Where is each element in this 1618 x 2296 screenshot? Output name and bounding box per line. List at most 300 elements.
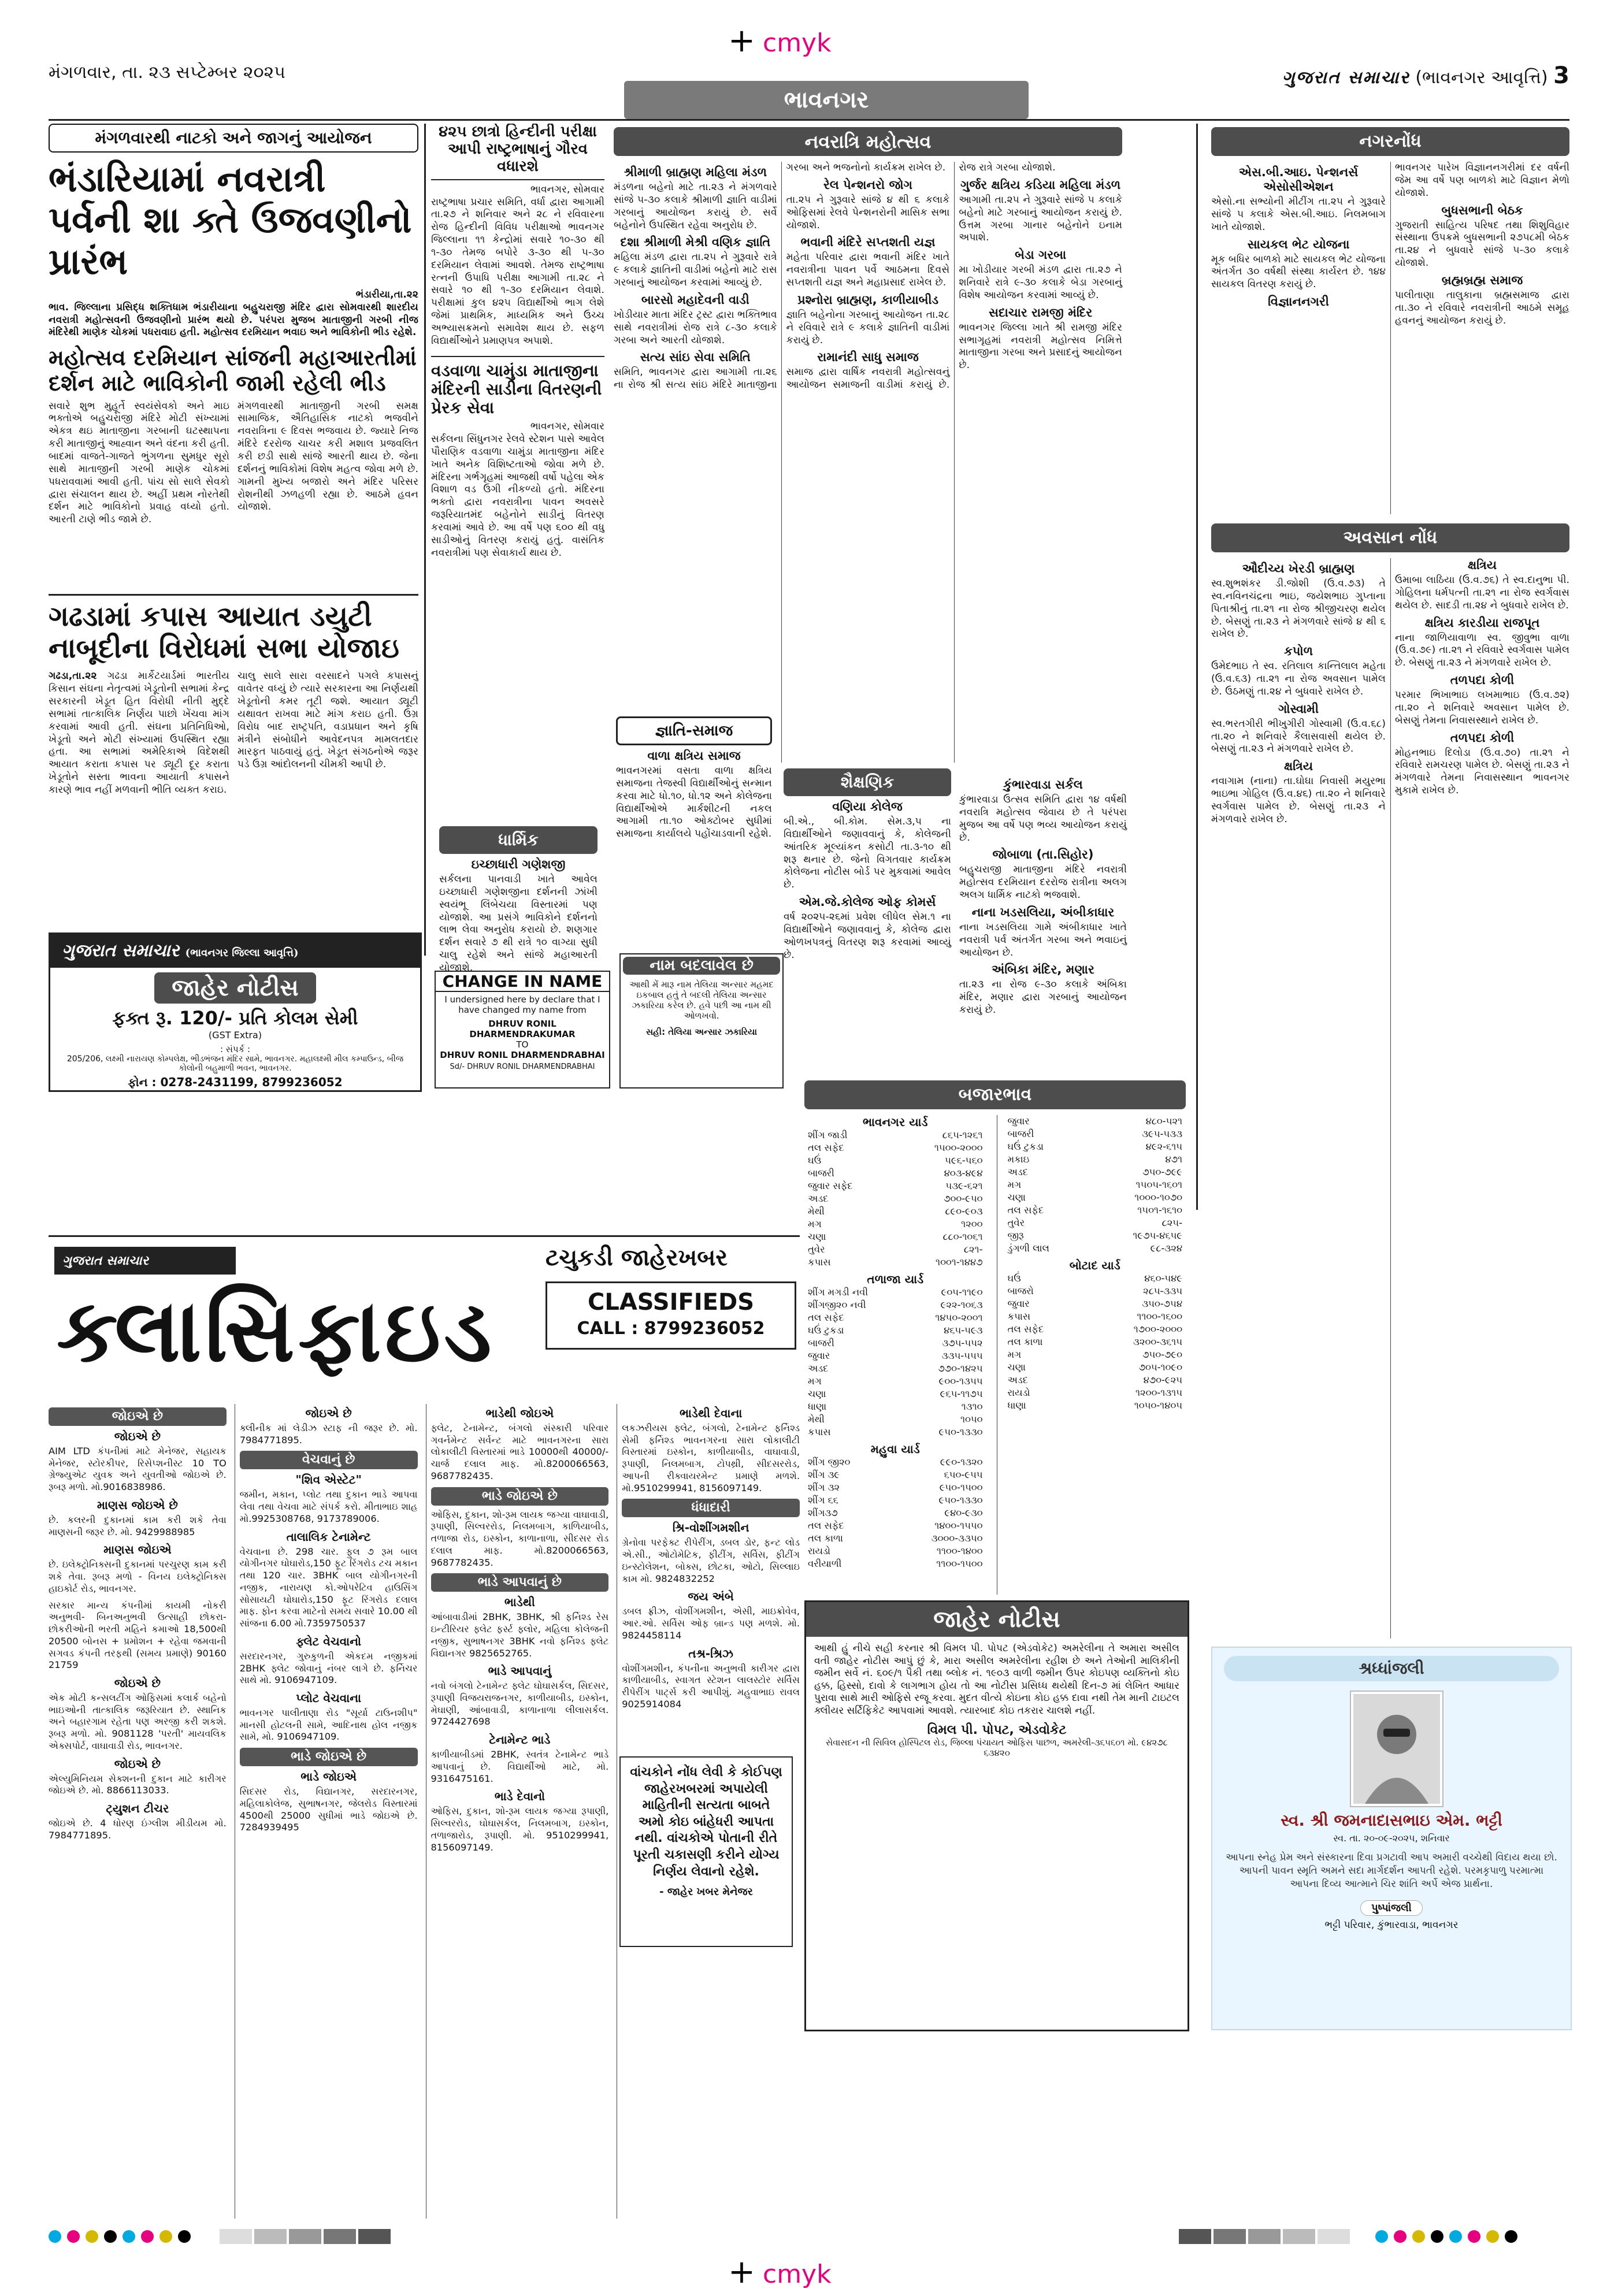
classified-ad-text: ફ્લેટ, ટેનામેન્ટ, બંગલો સંસ્કારી પરિવાર ગવર્નમેન્ટ સર્વન્ટ માટે ભાવનગરના સારા લોકાલીટી વિસ્તારમાં ભાડે 10000થી 40000/- ચાર્જ દલાલ માફ. મો.8200066563, 9687782435. <box>431 1422 609 1481</box>
commodity-name: મગ <box>808 1218 822 1229</box>
market-row <box>804 1312 986 1324</box>
commodity-price: ૧૦૦૦-૧૦૭૦ <box>1134 1192 1182 1203</box>
yellow-dot <box>1486 2230 1499 2243</box>
reader-disclaimer-sign: - જાહેર ખબર મેનેજર <box>659 1886 753 1899</box>
classified-tagline: ટચુકડી જાહેરખબર <box>545 1244 728 1271</box>
story2-body-b: ચાલુ સાલે સારા વરસાદને પગલે કપાસનું વાવેતર વધ્યું છે ત્યારે સરકારના આ નિર્ણયથી ખેડૂતોની કમર તૂટી જશે. આયાત ડ્યૂટી યથાવત રાખવા માટે માંગ કરાઇ હતી. ઉગ્ર વિરોધ બાદ રાષ્ટ્રપતિ, વડાપ્રધાન અને કૃષિ મંત્રીને સંબોધીને આવેદનપત્ર મામલતદાર મારફત પાઠવાયું હતું. ખેડૂત સંગઠનોએ જરૂર પડે ઉગ્ર આંદોલનની ચીમકી આપી છે. <box>237 670 418 771</box>
classified-ad-text: ગ્રેનોવા પરફેક્ટ રીપેરીંગ, ડબલ ડોર, ફન્ટ લોડ એ.સી., ઓટોમેટિક, ફીટીંગ, સર્વિસ, ફીટીંગ ઇન્સ્ટોલેશન, બોક્સ, છોટકા, ઓટો, સિલ્લાઇ કામ મો. 9824832252 <box>622 1537 800 1584</box>
navratri-item-title: ગુર્જર ક્ષત્રિય કડિયા મહિલા મંડળ <box>960 177 1121 192</box>
obituary-item <box>1395 673 1569 727</box>
gnyati-banner: જ્ઞાતિ-સમાજ <box>616 716 772 745</box>
classified-ad-text: લકઝરીયસ ફ્લેટ, બંગલો, ટેનામેન્ટ ફર્નિશ્ડ સેમી ફર્નિશ્ડ ભાવનગરના સારા લોકાલીટી વિસ્તારમાં ઇસ્કોન, કાળીયાબીડ, વાઘાવાડી, રૂપાણી, નિલમબાગ, ટોપથ્રી, સીદસરરોડ, આપની રીક્વાયરમેન્ટ પ્રમાણે મળશે. મો.9510299941, 8156097149. <box>622 1422 800 1493</box>
navratri-item-body: ભાવનગર જિલ્લા ખાતે શ્રી રામજી મંદિર સભાગૃહમાં નવરાત્રી મહોત્સવ નિમિત્તે માતાજીના ગરબા અને પ્રસાદનું આયોજન છે. <box>959 321 1122 371</box>
navratri-item-title: બેડા ગરબા <box>1015 248 1067 262</box>
commodity-name: બાજરો <box>1007 1286 1034 1296</box>
obituary-item <box>1395 558 1569 612</box>
market-row <box>804 1286 986 1299</box>
nagarnondh-title: એસ.બી.આઇ. પેન્શનર્સ એસોસીએશન <box>1238 165 1359 194</box>
market-row <box>804 1426 986 1439</box>
name-change-title: નામ બદલાવેલ છે <box>623 957 780 975</box>
cmyk-label: cmyk <box>763 28 832 58</box>
swatch <box>254 2229 287 2244</box>
commodity-price: ૪૭૧ <box>1165 1154 1182 1165</box>
notice-ad-rate: ફક્ત રૂ. 120/- પ્રતિ કોલમ સેમી <box>112 1007 358 1029</box>
swatch <box>1179 2229 1211 2244</box>
commodity-price: ૧૧૦૦-૧૬૦૦ <box>1137 1311 1182 1322</box>
commodity-price: ૧૨૦૦ <box>961 1218 983 1229</box>
change-name-to: DHRUV RONIL DHARMENDRABHAI <box>440 1050 605 1060</box>
market-row <box>804 1507 986 1519</box>
market-column <box>804 1115 986 1595</box>
navratri-item-body: મંડળના બહેનો માટે તા.૨૩ ને મંગળવારે સાંજે ૫-૩૦ કલાકે શ્રીમાળી જ્ઞાતિ વાડીમાં ગરબાનું આયોજન કરાયું છે. સર્વે બહેનોને ઉપસ્થિત રહેવા અનુરોધ છે. <box>614 181 777 231</box>
commodity-name: જુવાર સફેદ <box>808 1180 853 1191</box>
commodity-price: ૫૩૯-૬૨૧ <box>945 1180 983 1191</box>
notice-ad-address: 205/206, લક્ષ્મી નારાયણ કોમ્પલેક્ષ, ભીડભંજન મંદિર સામે, ભાવનગર. મહાલક્ષ્મી મીલ કમ્પાઉન્ડ, બીજ કોલોની બહુમાળી ભવન, ભાવનગર. <box>66 1054 404 1073</box>
obituary-body: નવાગામ (નાના) તા.ઘોઘા નિવાસી મયુરભા ભાઇભા ગોહિલ (ઉ.વ.૪૬) તા.૨૦ ને શનિવારે સ્વર્ગવાસ પામેલ છે. બેસણું તા.૨૩ ને મંગળવારે રાખેલ છે. <box>1211 775 1386 825</box>
market-row <box>1004 1399 1186 1412</box>
local-body: નાના ખડસલિયા ગામે અંબીકાધાર ખાતે નવરાત્રી પર્વ અંતર્ગત ગરબા અને ભવાઇનું આયોજન છે. <box>959 921 1127 958</box>
story-lead <box>49 289 418 339</box>
market-table <box>1004 1272 1186 1412</box>
shaikshanik-section <box>784 768 951 961</box>
market-row <box>804 1256 986 1269</box>
commodity-price: ૯૫૦-૧૫૦૦ <box>939 1482 983 1493</box>
swatch <box>358 2229 391 2244</box>
navratri-item-title: સદાચાર રામજી મંદિર <box>989 305 1093 319</box>
nagarnondh-columns <box>1211 162 1569 514</box>
commodity-price: ૩૩૫-૫૫૫ <box>941 1350 983 1361</box>
commodity-price: ૧૦૦૧-૧૪૪૭ <box>936 1257 983 1268</box>
market-row <box>1004 1204 1186 1217</box>
classified-column <box>617 1404 800 2219</box>
bajarbhav-section <box>804 1080 1186 1109</box>
masthead-logo: ગુજરાત સમાચાર <box>1282 68 1410 88</box>
commodity-name: તલ કાળા <box>808 1533 843 1544</box>
avsan-banner: અવસાન નોંધ <box>1211 523 1569 552</box>
navratri-item <box>614 235 777 289</box>
market-row <box>804 1519 986 1532</box>
local-body: કુંભારવાડા ઉત્સવ સમિતિ દ્વારા ૧૪ વર્ષથી નવરાત્રિ મહોત્સવ જેવાય છે તે પરંપરા મુજબ આ વર્ષે પણ ભવ્ય આયોજન કરાયું છે. <box>959 794 1127 844</box>
story-subhead: મહોત્સવ દરમિયાન સાંજની મહાઆરતીમાં દર્શન માટે ભાવિકોની જામી રહેલી ભીડ <box>49 344 417 396</box>
market-row <box>804 1218 986 1231</box>
swatch <box>1248 2229 1281 2244</box>
commodity-name: કપાસ <box>808 1257 831 1268</box>
market-row <box>804 1154 986 1167</box>
nagarnondh-body: મૂક બધિર બાળકો માટે સાયકલ ભેટ યોજના અંતર્ગત ૩૦ વર્ષથી સંસ્થા કાર્યરત છે. ૧૪૪ સાયકલ વિતરણ કરાયું છે. <box>1211 253 1386 291</box>
local-body: બહુચરાજી માતાજીના મંદિરે નવરાત્રી મહોત્સવ દરમિયાન દરરોજ રાત્રીના અલગ અલગ ધાર્મિક નાટકો ભજવાશે. <box>959 864 1127 901</box>
navratri-item-title: સત્ય સાંઇ સેવા સમિતિ <box>640 350 751 365</box>
change-name-from: DHRUV RONIL DHARMENDRAKUMAR <box>469 1019 576 1039</box>
market-row <box>1004 1310 1186 1323</box>
classified-box-call: CALL : 8799236052 <box>577 1318 765 1339</box>
commodity-name: શીંગ ૩૨ <box>808 1482 840 1493</box>
commodity-name: જુવાર <box>1007 1116 1030 1127</box>
classified-ad-text: જમીન, મકાન, પ્લોટ તથા દુકાન ભાડે આપવા લેવા તથા વેચવા માટે સંપર્ક કરો. મીતાભાઇ શાહ મો.9925308768, 9173789006. <box>239 1489 418 1524</box>
local-title: નાના ખડસલિયા, અંબીકાધાર <box>971 905 1115 919</box>
market-name: બોટાદ યાર્ડ <box>1069 1258 1120 1272</box>
classified-ad-title: તાલાલિક ટેનામેન્ટ <box>286 1529 371 1544</box>
classified-box-title: CLASSIFIEDS <box>587 1289 755 1316</box>
market-row <box>804 1180 986 1192</box>
college-body: વર્ષ ૨૦૨૫-૨૬માં પ્રવેશ લીધેલ સેમ.૧ ના વિદ્યાર્થીઓને જણાવવાનું કે, કોલેજ દ્વારા ઓળખપત્રનું વિતરણ શરૂ કરવામાં આવ્યું છે. <box>784 911 951 961</box>
obituary-item <box>1211 644 1386 699</box>
nagarnondh-section <box>1211 127 1569 156</box>
commodity-name: શીંગ ૩૯ <box>808 1469 840 1480</box>
commodity-price: ૧૩૧૦ <box>961 1401 983 1412</box>
classified-contact-box <box>545 1281 796 1350</box>
market-name: ભાવનગર યાર્ડ <box>863 1115 928 1129</box>
commodity-price: ૧૧૦૦-૧૪૦૦ <box>936 1545 983 1556</box>
commodity-price: ૯૫૦-૧૩૩૦ <box>938 1426 983 1437</box>
commodity-price: ૪૬૦-૫૪૯ <box>1144 1273 1182 1284</box>
navratri-item-title: બારસો મહાદેવની વાડી <box>641 292 749 307</box>
header-rule <box>49 119 1569 121</box>
classified-ad-title: જોઇએ છે <box>305 1406 352 1420</box>
classified-rule <box>49 1235 800 1237</box>
classified-title: ક્લાસિફાઇડ <box>57 1280 495 1381</box>
obituary-item <box>1211 562 1386 641</box>
classified-ad-title: ભાડે દેવાનો <box>494 1789 545 1804</box>
navratri-columns <box>614 162 1122 763</box>
obituary-title: ક્ષત્રિય કારડીયા રાજપૂત <box>1424 615 1540 630</box>
classified-ad-text: આંબાવાડીમાં 2BHK, 3BHK, શ્રી ફર્નિશ્ડ રેસ ઇન્ટીરિયર ફ્લેટ ફર્સ્ટ ફ્લોર, મહિલા કોલેજની નજીક, સુભાષનગર 3BHK નવો ફર્નિશ્ડ ફ્લેટ વિદ્યાનગર 9825652765. <box>431 1611 609 1659</box>
column-divider <box>1196 124 1198 1210</box>
classified-ad-text: વોશીંગમશીન, કંપનીના અનુભવી કારીગર દ્વારા કાળીયાબીડ, સ્વાગત સ્ટેશન લાલસ્ટોર સર્વિસ રીપેરીંગ પાર્ટ્સ કરી આપીશું. મહુવાભાઇ રાવલ 9025914084 <box>622 1662 800 1710</box>
commodity-name: અડદ <box>808 1363 829 1374</box>
obituary-body: પરમાર ભિખાભાઇ લખમાભાઇ (ઉ.વ.૭૨) તા.૨૦ ને શનિવારે અવસાન પામેલ છે. બેસણું તેમના નિવાસસ્થાને રાખેલ છે. <box>1395 689 1569 726</box>
classified-ad-text: સરદારનગર, ગુરુકુળની એકદમ નજીકમાં 2BHK ફ્લેટ જોવાનું નંબર લાગે છે. ફર્નિચર સાથે મો. 9106947109. <box>239 1650 418 1686</box>
college-title: એમ.જે.કોલેજ ઓફ કોમર્સ <box>799 895 936 909</box>
black-dot <box>1505 2230 1517 2243</box>
commodity-name: બાજરી <box>1007 1128 1034 1139</box>
classified-ad-text: કાળીયાબીડમાં 2BHK, સ્વતંત્ર ટેનામેન્ટ ભાડે આપવાનું છે. વિદ્યાર્થીઓ માટે, મો. 9316475161. <box>431 1749 609 1784</box>
navratri-item-body: આગામી તા.૨૫ ને ગુરૂવારે સાંજે ૫ કલાકે બહેનો માટે ગરબાનું આયોજન કરાયું છે. ઉત્તમ ગરબા ગાનાર બહેનોને ઇનામ અપાશે. <box>959 194 1122 244</box>
obituary-title: ક્ષત્રિય <box>1467 558 1497 572</box>
classified-ad-title: "શિવ એસ્ટેટ" <box>295 1473 362 1487</box>
market-row <box>804 1558 986 1570</box>
classified-ad-title: ટેનામેન્ટ ભાડે <box>489 1733 551 1747</box>
market-row <box>804 1192 986 1205</box>
story2-headline: ગઢડામાં કપાસ આયાત ડયુટી નાબૂદીના વિરોધમાં સભા યોજાઇ <box>49 601 399 665</box>
color-bar-left <box>220 2229 393 2246</box>
obituary-item <box>1211 702 1386 756</box>
market-table <box>1004 1115 1186 1255</box>
obituary-title: ક્ષત્રિય <box>1283 759 1313 774</box>
navratri-item-title: રેલ પેન્શનરો જોગ <box>823 177 912 192</box>
commodity-price: ૯૯૦-૧૩૨૦ <box>940 1457 983 1467</box>
commodity-name: તલ સફેદ <box>1007 1205 1044 1216</box>
local-news-column <box>959 774 1127 1017</box>
portrait-photo <box>1351 1692 1442 1806</box>
commodity-price: ૧૫૦૧-૧૬૧૦ <box>1137 1205 1182 1216</box>
classified-ad-text: એક મોટી કન્સલટીંગ ઓફિસમાં કલાર્ક બહેનો ભાઇઓની તાત્કાલિક જરૂરિયાત છે. સ્થાનિક અને બહારગામ રહેતા પણ અરજી કરી શકશે. રૂબરૂ મળો. મો. 9081128 'પરતી' માયવલિક એક્સપોર્ટ, વાઘાવાડી રોડ, ભાવનગર. <box>49 1692 227 1751</box>
commodity-name: તુવેર <box>808 1244 825 1255</box>
market-row <box>804 1532 986 1545</box>
market-row <box>1004 1229 1186 1242</box>
gnyati-section <box>616 716 772 841</box>
notice-ad-title: જાહેર નોટીસ <box>154 972 316 1004</box>
page-number: 3 <box>1553 62 1569 89</box>
commodity-name: અડદ <box>808 1193 829 1204</box>
commodity-price: ૮૮૦-૧૦૬૧ <box>942 1231 983 1242</box>
obituary-body: સ્વ.શુભશંકર ડી.જોશી (ઉ.વ.૭૩) તે સ્વ.નવિનચંદ્રના ભાઇ, જયેશભાઇ ગુપ્તાના પિતાશ્રીનું તા.૨૧ ના રોજ શ્રીજીચરણ થયેલ છે. બેસણું તા.૨૩ ને મંગળવારે સાંજે ૪ થી ૬ રાખેલ છે. <box>1211 578 1386 640</box>
market-row <box>804 1400 986 1413</box>
market-row <box>804 1337 986 1350</box>
nagarnondh-body: એસો.ના સભ્યોની મીટીંગ તા.૨૫ ને ગુરૂવારે સાંજે ૫ કલાકે એસ.બી.આઇ. નિલમબાગ ખાતે યોજાશે. <box>1211 196 1386 233</box>
bajarbhav-tables <box>804 1115 1186 1595</box>
divider <box>49 594 418 596</box>
commodity-price: ૧૭૦૦-૨૦૦૦ <box>1133 1324 1182 1335</box>
cyan-dot <box>1449 2230 1462 2243</box>
commodity-name: તલ સફેદ <box>808 1520 844 1531</box>
commodity-name: તલ સફેદ <box>808 1142 844 1153</box>
nagarnondh-title: વિજ્ઞાનનગરી <box>1268 295 1329 309</box>
classified-ad-text: નવો બંગલો ટેનામેન્ટ ફ્લેટ ઘોઘાસર્કલ, સિદસર, રૂપાણી વિજયરાજનગર, કાળીયાબીડ, ઇસ્કોન, મેઘાણી, આંબાવાડી, કાળાનાળા લીલાસર્કલ. 9724427698 <box>431 1680 609 1727</box>
commodity-name: રાયડો <box>808 1545 831 1556</box>
classified-ad-text: ડબલ ફ્રીઝ, વોશીંગમશીન, એસી, માઇક્રોવેવ, આર.ઓ. સર્વિસ ઓફ બ્રાન્ડ પણ મળશે. મો. 9824458114 <box>622 1606 800 1641</box>
commodity-price: ૨૮૫-૩૩૫ <box>1143 1286 1182 1296</box>
classified-ad-text: એલ્યુમિનિયમ સેક્શનની દુકાન માટે કારીગર જોઇએ છે. મો. 8866113033. <box>49 1773 227 1796</box>
change-name-title: CHANGE IN NAME <box>436 972 609 992</box>
classified-ad-title: ભાડેથી દેવાના <box>680 1406 743 1420</box>
market-row <box>804 1388 986 1400</box>
commodity-name: જુવાર <box>1007 1298 1030 1309</box>
market-row <box>804 1299 986 1312</box>
nagarnondh-body: ગુજરાતી સાહિત્ય પરિષદ તથા શિશુવિહાર સંસ્થાના ઉપક્રમે બુધસભાની ૨૭૫૮મી બેઠક તા.૨૪ ને બુધવારે સાંજે ૫-૩૦ કલાકે યોજાશે. <box>1395 219 1569 269</box>
navratri-item-body: તા.૨૫ ને ગુરૂવારે સાંજે ૪ થી ૬ કલાકે ઓફિસમાં રેલવે પેન્શનરોની માસિક સભા યોજાશે. <box>786 194 950 231</box>
commodity-price: ૩૭૫-૫૫૨ <box>942 1338 983 1348</box>
classified-ad-title: ભાડેથી જોઇએ <box>485 1406 554 1420</box>
hindi-exam-text: રાષ્ટ્રભાષા પ્રચાર સમિતિ, વર્ધા દ્વારા આગામી તા.૨૭ ને શનિવાર અને ૨૮ ને રવિવારના રોજ હિન્દીની વિવિધ પરીક્ષાઓ ભાવનગર જિલ્લાના ૧૧ કેન્દ્રોમાં સવારે ૧૦-૩૦ થી ૧-૩૦ તેમજ બપોરે ૩-૩૦ થી ૫-૩૦ દરમિયાન લેવામાં આવશે. તેમજ રાષ્ટ્રભાષા રત્નની ઉપાધિ પરીક્ષા આગામી તા.૨૮ ને સવારે ૧૦ થી ૧-૩૦ દરમિયાન લેવાશે. પરીક્ષામાં કુલ ૪૨૫ વિદ્યાર્થીઓ ભાગ લેશે જેમાં પ્રાથમિક, માધ્યમિક અને ઉચ્ચ અભ્યાસક્રમનો સમાવેશ થાય છે. સફળ વિદ્યાર્થીઓને પ્રમાણપત્ર અપાશે. <box>431 196 604 347</box>
commodity-name: મગ <box>1007 1179 1022 1190</box>
notice-ad-edition: (ભાવનગર જિલ્લા આવૃત્તિ) <box>185 947 299 959</box>
notice-rate-ad <box>49 932 422 1092</box>
market-row <box>1004 1361 1186 1374</box>
commodity-name: ઘઉં ટુકડા <box>808 1325 844 1336</box>
commodity-name: કપાસ <box>808 1426 831 1437</box>
color-bar-right <box>1179 2229 1352 2246</box>
classified-ad-text: AIM LTD કંપનીમાં માટે મેનેજર, સહાયક મેનેજર, સ્ટોરકીપર, રિસેપ્શનીસ્ટ 10 TO ગ્રેજ્યુએટ યુવક અને યુવતીઓ જોઇએ છે. રૂબરૂ મળો. મો.9016838986. <box>49 1446 227 1493</box>
public-notice-sign: વિમલ પી. પોપટ, એડવોકેટ <box>927 1723 1067 1738</box>
swatch <box>220 2229 252 2244</box>
commodity-price: ૧૫૦૦-૨૦૦૦ <box>934 1142 983 1153</box>
obituary-title: તળપદા કોળી <box>1450 673 1515 688</box>
dharmik-body: સર્કલના પાનવાડી ખાતે આવેલ ઇચ્છાધારી ગણેશજીના દર્શનની ઝાંખી સ્વયંભૂ લિંબેચયા વિસ્તારમાં પણ યોજાશે. આ પ્રસંગે ભાવિકોને દર્શનનો લાભ લેવા અનુરોધ કરાયો છે. શણગાર દર્શન સવારે ૭ થી રાત્રે ૧૦ વાગ્યા સુધી ચાલુ રહેશે અને સાંજે મહાઆરતી યોજાશે. <box>439 874 598 974</box>
classified-category: ધંધાદારી <box>622 1499 800 1517</box>
hindi-exam-story <box>431 124 604 771</box>
market-row <box>804 1481 986 1494</box>
classified-ad-title: માણસ જોઇએ છે <box>97 1498 178 1512</box>
classified-ad-text: સરકાર માન્ય કંપનીમાં કાયમી નોકરી અનુભવી- બિનઅનુભવી ઉત્સાહી છોકરા- છોકરીઓની ભરતી મહિને કમાઓ 18,500થી 20500 બોનસ + પ્રમોશન + રહેવા જમવાની સગવડ કંપની તરફથી (સમય પ્રમાણે) 90160 21759 <box>49 1599 227 1671</box>
commodity-name: મકાઇ <box>1007 1154 1030 1165</box>
commodity-name: જીરૂ <box>1007 1230 1024 1241</box>
market-row <box>1004 1374 1186 1387</box>
cmyk-label: cmyk <box>763 2260 832 2289</box>
commodity-price: ૪૮૦-૫૨૧ <box>1145 1116 1182 1127</box>
navratri-item <box>959 178 1122 244</box>
commodity-name: રાયડો <box>1007 1387 1030 1398</box>
nagarnondh-item <box>1211 165 1386 234</box>
classified-ad-title: જોઇએ છે <box>114 1676 161 1691</box>
story2-text-a: ગઢડા માર્કેટયાર્ડમાં ભારતીય કિસાન સંઘના નેતૃત્વમાં ખેડૂતોની સભામાં કેન્દ્ર સરકારની ખેડૂત હિત વિરોધી નીતી મુદ્દે સભામાં તાત્કાલિક નિર્ણય પાછો ખેંચવા માંગ કરવામાં આવી હતી. સંઘના પ્રતિનિધિઓ, ખેડૂતો અને મોટી સંખ્યામાં ઉપસ્થિત રહ્યા હતા. આ સભામાં અમેરિકાએ વિદેશથી આયાત કરાતા કપાસ પર ડ્યૂટી દૂર કરાતા ખેડૂતોને સસ્તા ભાવના આયાતી કપાસને કારણે ભાવ નહીં મળવાની ભીતિ વ્યક્ત કરાઇ. <box>49 670 229 796</box>
classified-category: જોઇએ છે <box>49 1407 227 1426</box>
commodity-name: શીંગ૩૭ <box>808 1507 838 1518</box>
navratri-item <box>786 235 950 289</box>
classified-column <box>235 1404 418 2219</box>
yellow-dot <box>159 2230 172 2243</box>
navratri-item-body: સમાજ દ્વારા વાર્ષિક નવરાત્રી મહોત્સવનું આયોજન સમાજની વાડીમાં કરાયું છે. રોજ રાત્રે ગરબા યોજાશે. <box>786 162 1056 391</box>
market-row <box>804 1456 986 1469</box>
cyan-dot <box>123 2230 135 2243</box>
market-row <box>1004 1323 1186 1336</box>
gnyati-title: વાળા ક્ષત્રિય સમાજ <box>647 749 741 763</box>
classified-category: ભાડે જોઇએ છે <box>240 1748 418 1766</box>
navratri-item <box>959 248 1122 302</box>
commodity-name: ઘઉં ટુકડા <box>1007 1141 1044 1152</box>
black-dot <box>104 2230 117 2243</box>
navratri-item <box>614 165 777 232</box>
market-table <box>804 1286 986 1439</box>
gnyati-body: ભાવનગરમાં વસતા વાળા ક્ષત્રિય સમાજના તેજસ્વી વિદ્યાર્થીઓનું સન્માન કરવા માટે ધો.૧૦, ધો.૧૨ અને કોલેજના વિદ્યાર્થીઓએ માર્કશીટની નકલ આગામી તા.૧૦ ઓક્ટોબર સુધીમાં સમાજના કાર્યાલયે પહોંચાડવાની રહેશે. <box>616 765 772 840</box>
market-row <box>1004 1387 1186 1399</box>
market-name: મહુવા યાર્ડ <box>870 1442 920 1456</box>
section-title: ભાવનગર <box>624 81 1029 119</box>
classified-ad-title: પ્લોટ વેચવાના <box>296 1691 361 1706</box>
market-row <box>1004 1179 1186 1191</box>
commodity-price: ૪૦૩-૪૯૪ <box>944 1168 983 1179</box>
navratri-item-title: દશા શ્રીમાળી મેશ્રી વણિક જ્ઞાતિ <box>620 235 771 250</box>
tribute-dates: સ્વ. તા. ૨૦-૦૯-૨૦૨૫, શનિવાર <box>1333 1833 1450 1844</box>
bajarbhav-banner: બજારભાવ <box>804 1080 1186 1109</box>
commodity-name: ચણા <box>808 1231 826 1242</box>
market-row <box>804 1243 986 1256</box>
tribute-body: આપના સ્નેહ પ્રેમ અને સંસ્કારના દિવા પ્રગટાવી આપ અમારી વચ્ચેથી વિદાય થયા છો. આપની પાવન સ્મૃતિ અમને સદા માર્ગદર્શન આપતી રહેશે. પરમકૃપાળુ પરમાત્મા આપના દિવ્ય આત્માને ચિર શાંતિ અર્પે એજ પ્રાર્થના. <box>1226 1852 1557 1890</box>
market-row <box>1004 1348 1186 1361</box>
notice-ad-contact-label: : સંપર્ક : <box>220 1044 251 1054</box>
classified-ad-title: ભાડે જોઇએ <box>300 1770 357 1784</box>
classified-ad-title: જય અંબે <box>688 1589 734 1604</box>
market-row <box>1004 1298 1186 1310</box>
navratri-banner: નવરાત્રિ મહોત્સવ <box>614 127 1122 156</box>
portrait-icon <box>1353 1694 1440 1804</box>
commodity-price: ૧૫૦૫-૧૬૦૧ <box>1135 1179 1182 1190</box>
swatch <box>1283 2229 1315 2244</box>
classified-logo: ગુજરાત સમાચાર <box>54 1247 236 1275</box>
classified-ad-title: જોઇએ છે <box>114 1756 161 1771</box>
commodity-price: ૯૫૦-૧૩૩૦ <box>938 1495 983 1506</box>
commodity-price: ૫૯૬-૫૬૦ <box>945 1155 983 1166</box>
magenta-dot <box>67 2230 80 2243</box>
commodity-price: ૩૨૦૦-૩૬૧૫ <box>1133 1336 1182 1347</box>
local-title: જોબાળા (તા.સિહોર) <box>992 848 1094 862</box>
obituary-item <box>1395 616 1569 670</box>
navratri-item-body: જ્ઞાતિ બહેનોના ગરબાનું આયોજન તા.૨૮ ને રવિવારે રાત્રે ૯ કલાકે જ્ઞાતિની વાડીમાં કરાયું છે. <box>786 309 950 346</box>
classified-ad-title: ભાડેથી <box>504 1595 535 1610</box>
classified-ad-text: વેચવાના છે. 298 ચાર. ફુલ ૭ રૂમ બાલ યોગીનગર ઘોઘારોડ,150 ફૂટ રિંગરોડ ટચ મકાન તથા 120 ચાર. 3BHK બાલ યોગીનગરની નજીક, નારાયણ કો.ઓપરેટિવ હાઉસિંગ સોસાયટી ઘોઘારોડ,150 ફૂટ રિંગરોડ દલાલ માફ. ફોન કરવા માટેનો સમય સવારે 10.00 થી સાંજના 6.00 મો.7359750537 <box>239 1545 418 1629</box>
commodity-price: ૧૪૫૦-૨૦૦૧ <box>935 1312 983 1323</box>
commodity-name: તલ સફેદ <box>808 1312 844 1323</box>
commodity-name: મેથી <box>808 1206 825 1217</box>
magenta-dot <box>1468 2230 1480 2243</box>
commodity-price: ૧૦૫૦ <box>960 1414 983 1425</box>
commodity-name: મગ <box>1007 1349 1022 1360</box>
local-title: અંબિકા મંદિર, મણાર <box>992 963 1094 977</box>
commodity-price: ૧૪૦૦-૧૫૫૦ <box>934 1520 983 1531</box>
column-divider <box>424 124 426 956</box>
nagarnondh-title: બુધસભાની બેઠક <box>1441 203 1523 217</box>
commodity-name: મેથી <box>808 1414 825 1425</box>
obituary-body: ઉમેદભાઇ તે સ્વ. રતિલાલ કાન્તિલાલ મહેતા (ઉ.વ.૬૩) તા.૨૧ ના રોજ અવસાન પામેલ છે. ઉઠમણું તા.૨૪ ને બુધવારે રાખેલ છે. <box>1211 660 1386 697</box>
market-row <box>804 1413 986 1426</box>
commodity-price: ૭૫૦-૭૯૯ <box>1142 1166 1182 1177</box>
classified-column <box>49 1404 227 2219</box>
commodity-name: તુવેર <box>1007 1217 1025 1228</box>
nagarnondh-item <box>1395 273 1569 328</box>
market-row <box>804 1494 986 1507</box>
commodity-price: ૪૯૨-૬૧૫ <box>1145 1141 1182 1152</box>
navratri-item-title: ભવાની મંદિરે સપ્તશતી યજ્ઞ <box>800 235 936 250</box>
story2-body-a <box>49 670 229 796</box>
market-row <box>1004 1153 1186 1166</box>
story-body-b: મંગળવારથી માતાજીની ગરબી સમક્ષ સામાજિક, ઐતિહાસિક નાટકો ભજવીને નવરાત્રિના ૯ દિવસ ભજવાય છે. જ્યારે નિજ મંદિરે દરરોજ ચાચર કરી મશાલ પ્રજવલિત કરી છડી સાથે સાંજે આરતી થાય છે. જેના દર્શનનું ભાવિકોમાં વિશેષ મહત્વ જોવા મળે છે. ગામની મુખ્ય બજારો અને મંદિર પરિસર રોશનીથી ઝળહળી રહ્યા છે. આઠમે હવન યોજાશે. <box>237 400 418 513</box>
swatch <box>1318 2229 1350 2244</box>
commodity-name: શીંગ જાડી <box>808 1130 848 1140</box>
commodity-price: ૩૦૦૦-૩૩૫૦ <box>931 1533 983 1544</box>
classified-ad-text: ક્લીનીક માં લેડીઝ સ્ટાફ ની જરૂર છે. મો. 7984771895. <box>239 1422 418 1446</box>
classified-category: ભાડે જોઇએ છે <box>431 1487 609 1506</box>
classified-header <box>49 1241 800 1397</box>
magenta-dot <box>141 2230 154 2243</box>
market-row <box>1004 1336 1186 1348</box>
notice-ad-body <box>50 972 420 1089</box>
reader-disclaimer-text: વાંચકોને નોંધ લેવી કે કોઈપણ જાહેરખબરમાં અપાયેલી માહિતીની સત્યતા બાબતે અમો કોઇ બાંહેધરી આપતા નથી. વાંચકોએ પોતાની રીતે પૂરતી ચકાસણી કરીને યોગ્ય નિર્ણય લેવાનો રહેશે. <box>630 1765 782 1879</box>
commodity-price: ૩૯૫-૫૩૩ <box>1142 1128 1182 1139</box>
commodity-name: શીંગ ૬૬ <box>808 1495 838 1506</box>
change-in-name-ad <box>435 971 610 1088</box>
obituary-item <box>1211 759 1386 826</box>
nagarnondh-banner: નગરનોંધ <box>1211 127 1569 156</box>
obituary-body: મોહનભાઇ દિલોડા (ઉ.વ.૭૦) તા.૨૧ ને રવિવારે રામચરણ પામેલ છે. બેસણું તા.૨૩ ને મંગળવારે તેમના નિવાસસ્થાન ભાવનગર મુકામે રાખેલ છે. <box>1395 746 1569 797</box>
market-row <box>1004 1242 1186 1255</box>
navratri-item-body: મહેતા પરિવાર દ્વારા ભવાની મંદિર ખાતે નવરાત્રીના પાવન પર્વે આઠમના દિવસે સપ્તશતી યજ્ઞ અને મહાપ્રસાદ રાખેલ છે. <box>786 251 950 289</box>
nagarnondh-item <box>1211 237 1386 292</box>
obituary-title: તળપદા કોળી <box>1450 730 1515 745</box>
color-dots-right <box>1375 2230 1523 2245</box>
nagarnondh-body: પાલીતાણા તાલુકાના બ્રહ્મસમાજ દ્વારા તા.૩૦ ને રવિવારે નવરાત્રીની આઠમે સમૂહ હવનનું આયોજન કરાયું છે. <box>1395 289 1569 326</box>
commodity-price: ૭૫૦-૭૯૦ <box>1142 1349 1182 1360</box>
commodity-name: ડુંગળી લાલ <box>1007 1243 1049 1254</box>
commodity-price: ૮૨૧- <box>963 1244 983 1255</box>
hindi-exam-body <box>431 184 604 348</box>
notice-ad-logo-text: ગુજરાત સમાચાર <box>62 941 180 961</box>
registration-mark-bottom <box>728 2253 890 2291</box>
black-dot <box>178 2230 191 2243</box>
story-body <box>49 400 418 526</box>
obituary-body: નાના જાળિયાવાળા સ્વ. જીવુભા વાળા (ઉ.વ.૭૯) તા.૨૧ ને રવિવારે સ્વર્ગવાસ પામેલ છે. બેસણું તા.૨૩ ને મંગળવારે રાખેલ છે. <box>1395 631 1569 669</box>
classified-ad-text: ઓફિસ, દુકાન, શો-રૂમ લાયક જગ્યા રૂપાણી, સિલ્વરરોડ, ઘોઘાસર્કલ, નિલમબાગ, ઇસ્કોન, તળાજારોડ, રૂપાણી. મો. 9510299941, 8156097149. <box>431 1805 609 1853</box>
commodity-price: ૮૨૫- <box>1161 1217 1182 1228</box>
commodity-price: ૧૯૭૫-૪૬૫૯ <box>1133 1230 1182 1241</box>
market-row <box>804 1167 986 1180</box>
tribute-footer-label: પુષ્પાંજલી <box>1360 1900 1423 1916</box>
story-body-a: સવારે શુભ મુહૂર્તે સ્વયંસેવકો અને માઇ ભક્તોએ બહુચરાજી મંદિરે મોટી સંખ્યામાં એકત્ર થઇ માતાજીના ગરબાની ઘટસ્થાપના કરી માતાજીનું આહ્વાન અને વંદના કરી હતી. બાદમાં વાજતે-ગાજતે ભુંગળના સુમધુર સૂરો સાથે માતાજીની ગરબી માણેક ચોકમાં પધરાવવામાં આવી હતી. પાંચ સો સાલે સેવકો દ્વારા સંચાલન થાય છે. અહીં પ્રથમ નોરતેથી દર્શન માટે ભાવિકોનો પ્રવાહ વધ્યો હતો. આરતી ટાણે ભીડ જામે છે. <box>49 400 229 526</box>
commodity-price: ૧૦૫૦-૧૪૦૫ <box>1134 1400 1182 1411</box>
commodity-name: બાજરી <box>808 1168 834 1179</box>
market-row <box>1004 1115 1186 1128</box>
market-row <box>804 1324 986 1337</box>
change-name-body: I undersigned here by declare that I have changed my name from <box>444 994 600 1015</box>
commodity-name: ઘઉં <box>1007 1273 1021 1284</box>
